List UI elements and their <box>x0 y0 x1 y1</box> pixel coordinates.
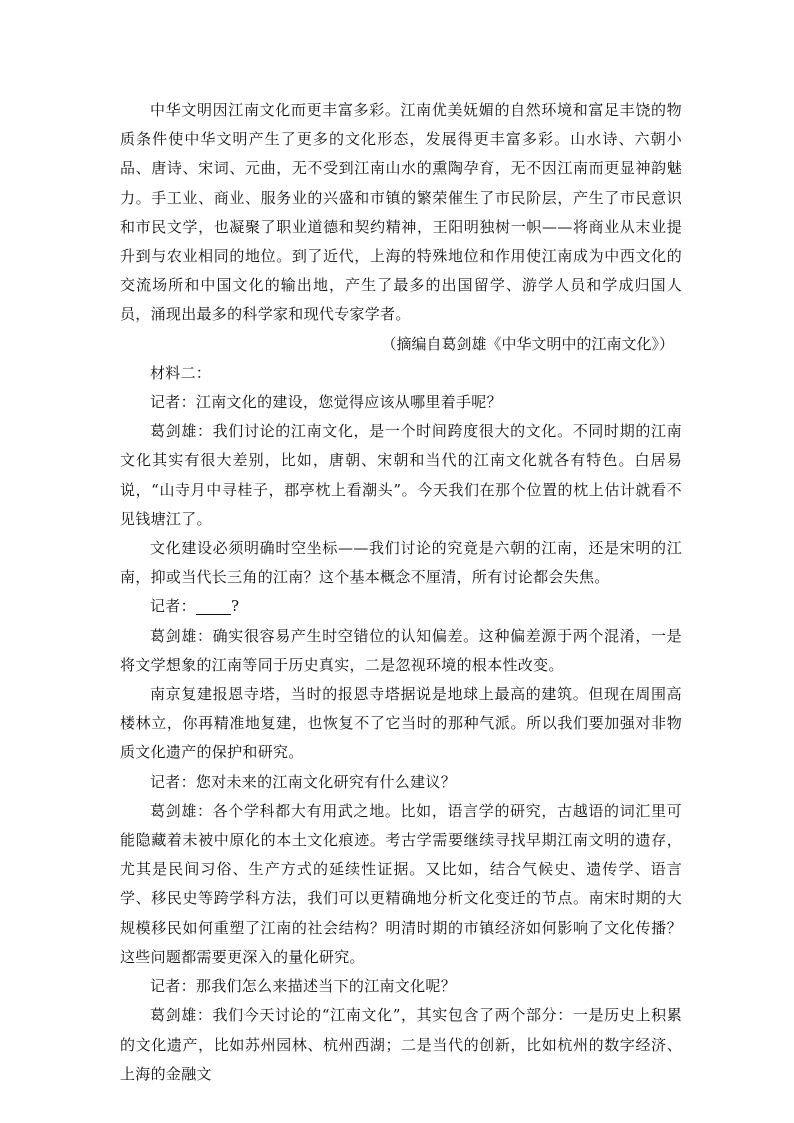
question-2-mark: ? <box>230 597 240 616</box>
reporter-question-2 <box>120 592 682 621</box>
material1-paragraph: 中华文明因江南文化而更丰富多彩。江南优美妩媚的自然环境和富足丰饶的物质条件使中华文明产生了更多的文化形态，发展得更丰富多彩。山水诗、六朝小品、唐诗、宋词、元曲，无不受到江南山水的熏陶孕育，无不因江南而更显神韵魅力。手工业、商业、服务业的兴盛和市镇的繁荣催生了市民阶层，产生了市民意识和市民文学，也凝聚了职业道德和契约精神，王阳明独树一帜——将商业从末业提升到与农业相同的地位。到了近代，上海的特殊地位和作用使江南成为中西文化的交流场所和中国文化的输出地，产生了最多的出国留学、游学人员和学成归国人员，涌现出最多的科学家和现代专家学者。 <box>120 101 682 324</box>
answer-1-paragraph-1: 葛剑雄：我们讨论的江南文化，是一个时间跨度很大的文化。不同时期的江南文化其实有很大差别，比如，唐朝、宋朝和当代的江南文化就各有特色。白居易说，“山寺月中寻桂子，郡亭枕上看潮头”。今天我们在那个位置的枕上估计就看不见钱塘江了。 <box>120 422 682 528</box>
answer-1-paragraph-2: 文化建设必须明确时空坐标——我们讨论的究竟是六朝的江南，还是宋明的江南，抑或当代长三角的江南？这个基本概念不厘清，所有讨论都会失焦。 <box>120 539 682 587</box>
question-2-prefix: 记者： <box>150 597 196 616</box>
fill-in-blank <box>196 599 231 615</box>
material2-heading: 材料二： <box>150 363 212 382</box>
answer-2-paragraph-2: 南京复建报恩寺塔，当时的报恩寺塔据说是地球上最高的建筑。但现在周围高楼林立，你再精准地复建，也恢复不了它当时的那种气派。所以我们要加强对非物质文化遗产的保护和研究。 <box>120 685 682 762</box>
answer-3: 葛剑雄：各个学科都大有用武之地。比如，语言学的研究，古越语的词汇里可能隐藏着未被中原化的本土文化痕迹。考古学需要继续寻找早期江南文明的遗存，尤其是民间习俗、生产方式的延续性证据。又比如，结合气候史、遗传学、语言学、移民史等跨学科方法，我们可以更精确地分析文化变迁的节点。南宋时期的大规模移民如何重塑了江南的社会结构？明清时期的市镇经济如何影响了文化传播？这些问题都需要更深入的量化研究。 <box>120 801 682 966</box>
document-page <box>120 96 682 1089</box>
answer-4: 葛剑雄：我们今天讨论的“江南文化”，其实包含了两个部分：一是历史上积累的文化遗产，比如苏州园林、杭州西湖；二是当代的创新，比如杭州的数字经济、上海的金融文 <box>120 1006 682 1083</box>
material1-source: （摘编自葛剑雄《中华文明中的江南文化》） <box>381 334 674 353</box>
reporter-question-1: 记者：江南文化的建设，您觉得应该从哪里着手呢？ <box>150 393 502 412</box>
reporter-question-4: 记者：那我们怎么来描述当下的江南文化呢？ <box>150 977 457 996</box>
reporter-question-3: 记者：您对未来的江南文化研究有什么建议？ <box>150 772 457 791</box>
answer-2-paragraph-1: 葛剑雄：确实很容易产生时空错位的认知偏差。这种偏差源于两个混淆，一是将文学想象的江南等同于历史真实，二是忽视环境的根本性改变。 <box>120 626 682 674</box>
